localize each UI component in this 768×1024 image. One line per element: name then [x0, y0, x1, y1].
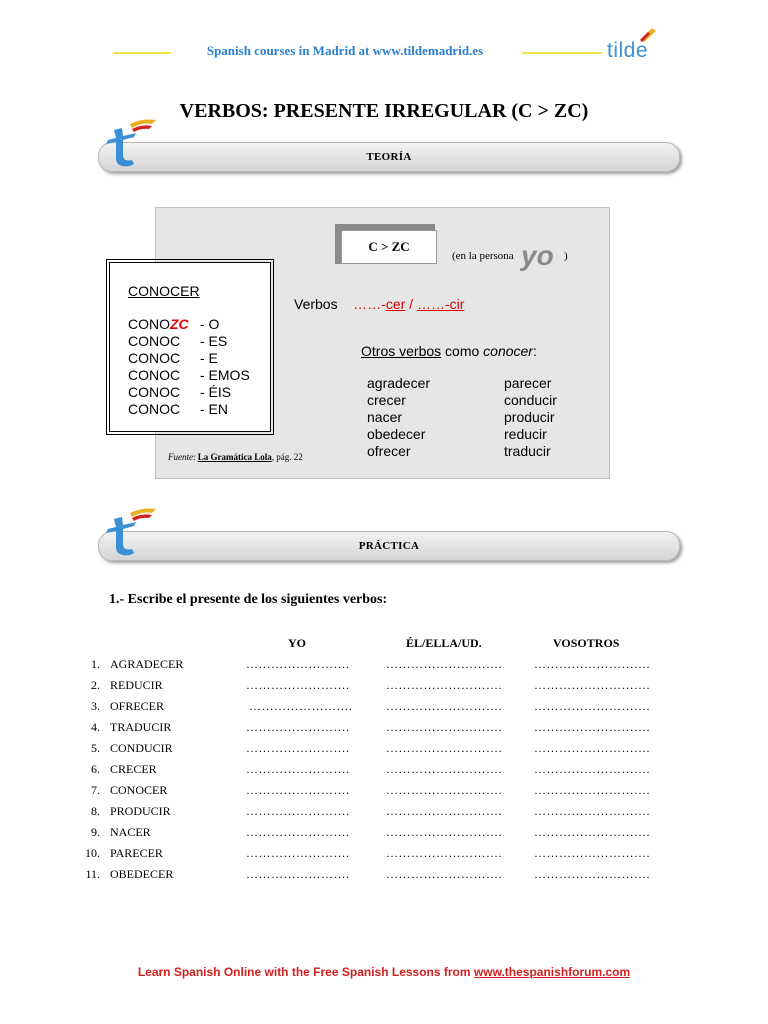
answer-blank-el[interactable]: ……………………….	[386, 699, 502, 713]
answer-blank-vosotros[interactable]: ……………………….	[534, 762, 650, 776]
list-item: traducir	[504, 443, 551, 459]
exercise-number: 2.	[91, 678, 100, 692]
footer: Learn Spanish Online with the Free Spanish Lessons from www.thespanishforum.com	[137, 965, 631, 979]
answer-blank-vosotros[interactable]: ……………………….	[534, 825, 650, 839]
answer-blank-yo[interactable]: …………………….	[246, 783, 350, 797]
verbos-pattern: Verbos ……-cer / ……-cir	[294, 296, 465, 312]
answer-blank-vosotros[interactable]: ……………………….	[534, 699, 650, 713]
list-item: crecer	[367, 392, 406, 408]
answer-blank-vosotros[interactable]: ……………………….	[534, 867, 650, 881]
exercise-verb: CONOCER	[110, 783, 168, 797]
exercise-number: 4.	[91, 720, 100, 734]
answer-blank-vosotros[interactable]: ……………………….	[534, 678, 650, 692]
exercise-number: 3.	[91, 699, 100, 713]
answer-blank-el[interactable]: ……………………….	[386, 720, 502, 734]
section-bar-theory	[98, 142, 680, 172]
exercise-number: 6.	[91, 762, 100, 776]
answer-blank-el[interactable]: ……………………….	[386, 825, 502, 839]
exercise-verb: CRECER	[110, 762, 157, 776]
conjugation-row: CONOC - E	[128, 350, 218, 366]
section-bar-practice	[98, 531, 680, 561]
exercise-instruction: 1.- Escribe el presente de los siguientes verbos:	[109, 592, 388, 607]
answer-blank-el[interactable]: ……………………….	[386, 783, 502, 797]
otros-verbos-heading: Otros verbos como conocer:	[361, 343, 537, 359]
rule-box	[335, 224, 439, 268]
source-citation: Fuente: La Gramática Lola, pág. 22	[168, 452, 303, 462]
t-logo-icon	[100, 110, 160, 170]
rule-text: C > ZC	[341, 230, 437, 264]
persona-word: yo	[521, 240, 554, 271]
answer-blank-el[interactable]: ……………………….	[386, 804, 502, 818]
exercise-number: 11.	[85, 867, 100, 881]
persona-suffix: )	[564, 250, 568, 262]
answer-blank-el[interactable]: ……………………….	[386, 678, 502, 692]
exercise-number: 8.	[91, 804, 100, 818]
header-line-left	[113, 52, 171, 54]
answer-blank-yo[interactable]: …………………….	[246, 762, 350, 776]
list-item: conducir	[504, 392, 557, 408]
answer-blank-vosotros[interactable]: ……………………….	[534, 846, 650, 860]
exercise-number: 5.	[91, 741, 100, 755]
answer-blank-yo[interactable]: …………………….	[246, 825, 350, 839]
exercise-verb: TRADUCIR	[110, 720, 172, 734]
conjugation-row: CONOC - ÉIS	[128, 384, 232, 400]
exercise-verb: OBEDECER	[110, 867, 174, 881]
answer-blank-yo[interactable]: …………………….	[246, 678, 350, 692]
list-item: obedecer	[367, 426, 426, 442]
list-item: nacer	[367, 409, 403, 425]
exercise-verb: PRODUCIR	[110, 804, 171, 818]
exercise-number: 7.	[91, 783, 100, 797]
conjugation-row: CONOC - ES	[128, 333, 228, 349]
answer-blank-el[interactable]: ……………………….	[386, 657, 502, 671]
answer-blank-vosotros[interactable]: ……………………….	[534, 657, 650, 671]
exercise-number: 1.	[91, 657, 100, 671]
section-label-theory: TEORÍA	[366, 151, 412, 163]
persona-prefix: (en la persona	[452, 250, 514, 262]
conjugation-verb: CONOCER	[128, 283, 200, 299]
answer-blank-vosotros[interactable]: ……………………….	[534, 783, 650, 797]
verb-list-left	[367, 375, 430, 460]
column-header-yo: YO	[288, 636, 306, 650]
answer-blank-yo[interactable]: …………………….	[246, 846, 350, 860]
answer-blank-vosotros[interactable]: ……………………….	[534, 720, 650, 734]
list-item: reducir	[504, 426, 547, 442]
answer-blank-yo[interactable]: …………………….	[246, 720, 350, 734]
conjugation-row: CONOZC - O	[128, 316, 220, 332]
answer-blank-el[interactable]: ……………………….	[386, 741, 502, 755]
answer-blank-el[interactable]: ……………………….	[386, 762, 502, 776]
page-title: VERBOS: PRESENTE IRREGULAR (C > ZC)	[179, 100, 589, 122]
column-header-vosotros: VOSOTROS	[553, 636, 620, 650]
exercise-verb: OFRECER	[110, 699, 165, 713]
exercise-verb: PARECER	[110, 846, 163, 860]
answer-blank-yo[interactable]: …………………….	[246, 867, 350, 881]
t-logo-icon	[100, 499, 160, 559]
list-item: parecer	[504, 375, 552, 391]
conjugation-box	[109, 262, 271, 432]
exercise-number: 10.	[85, 846, 100, 860]
answer-blank-yo[interactable]: …………………….	[246, 657, 350, 671]
answer-blank-yo[interactable]: …………………….	[246, 804, 350, 818]
list-item: producir	[504, 409, 555, 425]
exercise-number: 9.	[91, 825, 100, 839]
tilde-logo: tilde	[607, 39, 649, 62]
exercise-verb: AGRADECER	[110, 657, 184, 671]
answer-blank-el[interactable]: ……………………….	[386, 846, 502, 860]
section-label-practice: PRÁCTICA	[358, 540, 420, 552]
column-header-el: ÉL/ELLA/UD.	[406, 636, 482, 650]
verb-list-right	[504, 375, 557, 460]
answer-blank-yo[interactable]: …………………….	[249, 699, 353, 713]
exercise-verb: REDUCIR	[110, 678, 163, 692]
conjugation-row: CONOC - EMOS	[128, 367, 250, 383]
exercise-verb: NACER	[110, 825, 151, 839]
header-text[interactable]: Spanish courses in Madrid at www.tildemadrid.es	[206, 43, 484, 58]
answer-blank-vosotros[interactable]: ……………………….	[534, 741, 650, 755]
list-item: ofrecer	[367, 443, 411, 459]
answer-blank-el[interactable]: ……………………….	[386, 867, 502, 881]
footer-link[interactable]: www.thespanishforum.com	[473, 965, 631, 979]
answer-blank-vosotros[interactable]: ……………………….	[534, 804, 650, 818]
exercise-verb: CONDUCIR	[110, 741, 173, 755]
answer-blank-yo[interactable]: …………………….	[246, 741, 350, 755]
header-line-right	[522, 52, 602, 54]
list-item: agradecer	[367, 375, 431, 391]
conjugation-row: CONOC - EN	[128, 401, 228, 417]
